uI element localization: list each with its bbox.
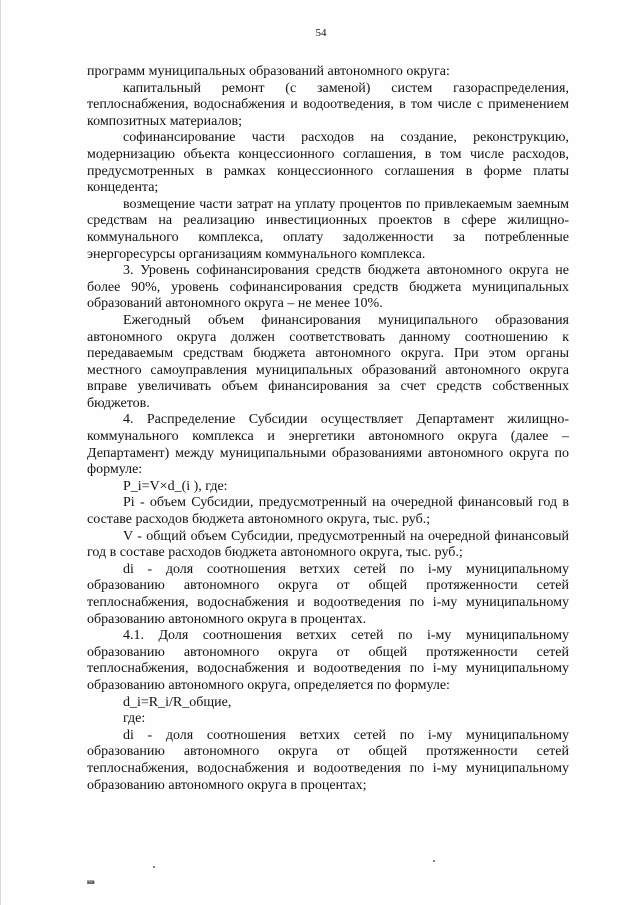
paragraph: 3. Уровень софинансирования средств бюджета автономного округа не более 90%, уровень софинансирования средств бюджета муниципальных образований автономного округа – не менее 10%. xyxy=(87,263,569,312)
scan-speck xyxy=(153,866,155,868)
scan-speck xyxy=(433,860,435,862)
footer-mark: нв xyxy=(87,878,95,886)
paragraph: 4. Распределение Субсидии осуществляет Департамент жилищно-коммунального комплекса и энергетики автономного округа (далее – Департамент) между муниципальными образованиями автономного округа по формуле: xyxy=(87,412,569,478)
formula-line: d_i=R_i/R_общие, xyxy=(123,694,232,710)
paragraph: где: xyxy=(123,711,146,727)
page-number: 54 xyxy=(315,27,327,39)
paragraph: возмещение части затрат на уплату процентов по привлекаемым заемным средствам на реализацию инвестиционных проектов в сфере жилищно-коммунального комплекса, оплату задолженности за потребленные энергоресурсы организациям коммунального комплекса. xyxy=(87,196,569,262)
paragraph: программ муниципальных образований автономного округа: xyxy=(87,64,450,79)
paragraph: Ежегодный объем финансирования муниципального образования автономного округа должен соответствовать данному соотношению к передаваемым средствам бюджета автономного округа. При этом органы местного самоуправления муниципальных образований автономного округа вправе увеличивать объем финансирования за счет средств собственных бюджетов. xyxy=(87,312,569,411)
paragraph: 4.1. Доля соотношения ветхих сетей по i-му муниципальному образованию автономного округа от общей протяженности сетей теплоснабжения, водоснабжения и водоотведения по i-му муниципальному образованию автономного округа, определяется по формуле: xyxy=(87,628,569,693)
paragraph: Pi - объем Субсидии, предусмотренный на очередной финансовый год в составе расходов бюджета автономного округа, тыс. руб.; xyxy=(87,495,569,528)
paragraph: капитальный ремонт (с заменой) систем газораспределения, теплоснабжения, водоснабжения и водоотведения, в том числе с применением композитных материалов; xyxy=(87,80,569,129)
paragraph: di - доля соотношения ветхих сетей по i-му муниципальному образованию автономного округа от общей протяженности сетей теплоснабжения, водоснабжения и водоотведения по i-му муниципальному образованию автономного округа в процентах. xyxy=(87,561,569,627)
paragraph: V - общий объем Субсидии, предусмотренный на очередной финансовый год в составе расходов бюджета автономного округа, тыс. руб.; xyxy=(87,528,569,561)
paragraph: di - доля соотношения ветхих сетей по i-му муниципальному образованию автономного округа от общей протяженности сетей теплоснабжения, водоснабжения и водоотведения по i-му муниципальному образованию автономного округа в процентах; xyxy=(87,727,569,793)
document-body xyxy=(87,64,569,794)
formula-line: P_i=V×d_(i ), где: xyxy=(123,478,228,494)
paragraph: софинансирование части расходов на создание, реконструкцию, модернизацию объекта концессионного соглашения, в том числе расходов, предусмотренных в рамках концессионного соглашения в форме платы концедента; xyxy=(87,130,569,196)
